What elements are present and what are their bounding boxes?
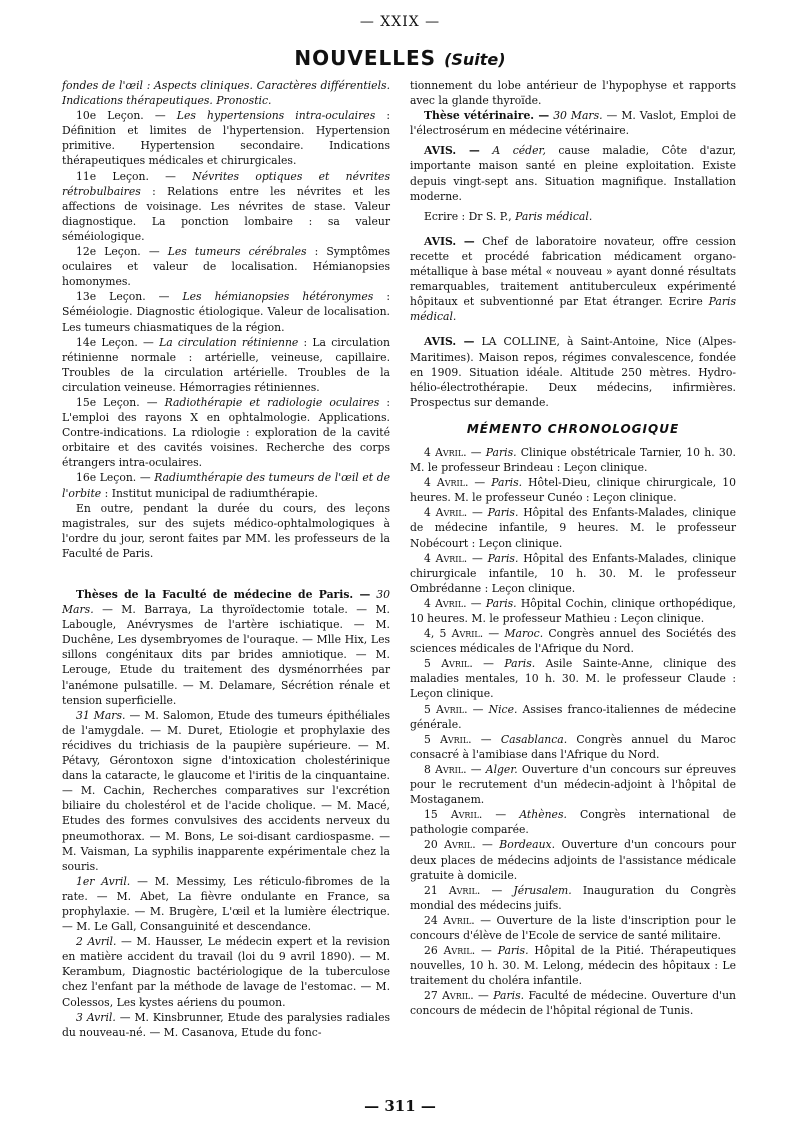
memento-date: 4 Avril. — [424, 476, 486, 490]
memento-text: Ouverture d'un concours pour deux places de médecins adjoints de l'assistance médicale gratuite à domicile. [410, 838, 737, 882]
avis-italic: A céder, [492, 144, 546, 158]
memento-entry [410, 656, 736, 701]
avis-journal: Paris médical. [410, 295, 736, 324]
memento-text: Hôpital des Enfants-Malades, clinique de médecine infantile, 9 heures. M. le professeur Nobécourt : Leçon clinique. [410, 506, 736, 550]
avis-heading: AVIS. — [424, 144, 480, 158]
memento-text: Asile Sainte-Anne, clinique des maladies mentales, 10 h. 30. M. le professeur Claude : Leçon clinique. [410, 657, 736, 701]
memento-text: Clinique obstétricale Tarnier, 10 h. 30. M. le professeur Brindeau : Leçon clinique. [410, 445, 736, 475]
theses-3-avril [62, 1010, 390, 1040]
memento-entry [410, 596, 736, 626]
lesson-title: Radiumthérapie des tumeurs de l'œil et de l'orbite [62, 471, 390, 500]
lesson-number: 12e Leçon. — [76, 245, 160, 259]
memento-entry [410, 988, 736, 1018]
avis-1 [410, 143, 736, 203]
memento-date: 5 Avril. — [424, 732, 492, 746]
memento-place: Nice. [488, 702, 518, 716]
memento-date: 4 Avril. — [424, 551, 483, 565]
title-suite: (Suite) [444, 50, 506, 69]
lesson-text: : Symptômes oculaires et valeur de localisation. Hémianopsies homonymes. [62, 245, 390, 289]
avis-text: cause maladie, Côte d'azur, importante maison santé en pleine exploitation. Existe depuis vingt-sept ans. Situation magnifique. Installation moderne. [410, 144, 737, 203]
lesson-text: : L'emploi des rayons X en ophtalmologie. Applications. Contre-indications. La rdiologie : exploration de la cavité orbitaire et des cavités voisines. Recherche des corps étrangers intra-oculaires. [62, 395, 390, 470]
text: — M. Salomon, Etude des tumeurs épithéliales de l'amygdale. — M. Duret, Etiologie et prophylaxie des récidives du trichiasis de la paupière supérieure. — M. Pétavy, Gérontoxon signe d'intoxication cholestérinique dans la cataracte, le glaucome et l'iritis de la cinquantaine. — M. Cachin, Recherches comparatives sur l'excrétion biliaire du cholestérol et de l'acide cholique. — M. Macé, Etudes des formes convulsives des accidents nerveux du pneumothorax. — M. Bons, Le soi-disant cardiospasme. — M. Vaisman, La syphilis inapparente expérimentale chez la souris. [62, 708, 391, 873]
lesson-text: : Institut municipal de radiumthérapie. [101, 486, 318, 500]
memento-text: Ouverture d'un concours sur épreuves pour le recrutement d'un médecin-adjoint à l'hôpital de Mostaganem. [410, 762, 736, 807]
these-veterinaire [410, 108, 736, 138]
lesson-text: : Définition et limites de l'hypertension. Hypertension primitive. Hypertension secondaire. Indications thérapeutiques médicales et chirurgicales. [62, 109, 390, 168]
memento-place: Maroc. [504, 627, 544, 641]
right-column [410, 78, 736, 1019]
memento-place: Athènes. [519, 808, 567, 822]
memento-date: 27 Avril. — [424, 989, 489, 1003]
memento-place: Paris. [491, 476, 523, 490]
memento-place: Paris. [497, 944, 529, 958]
memento-date: 4 Avril. — [424, 596, 482, 610]
memento-place: Paris. [485, 445, 517, 459]
memento-date: 15 Avril. — [424, 808, 507, 822]
memento-entry [410, 943, 736, 988]
memento-text: Congrès annuel des Sociétés des sciences médicales de l'Afrique du Nord. [410, 627, 736, 656]
contact-text: Ecrire : Dr S. P., [424, 209, 516, 223]
memento-text: Assises franco-italiennes de médecine générale. [410, 702, 736, 731]
heading: Thèse vétérinaire. — [424, 109, 550, 123]
theses-text: — M. Barraya, La thyroïdectomie totale. — M. Labougle, Anévrysmes de l'artère ischiatique. — M. Duchêne, Les dysembryomes de l'ouraque. — Mlle Hix, Les sillons congénitaux dits par brides amniotique. — M. Lerouge, Etude du traitement des dysménorrhées par l'anémone pulsatille. — M. Delamare, Sécrétion rénale et tension superficielle. [62, 603, 390, 707]
date: 1er Avril. [76, 874, 131, 888]
memento-text: Ouverture de la liste d'inscription pour le concours d'élève de l'Ecole de service de santé militaire. [410, 913, 737, 942]
memento-date: 5 Avril. — [424, 702, 484, 716]
lesson-11 [62, 169, 390, 244]
memento-date: 20 Avril. — [424, 838, 493, 852]
lesson-title: La circulation rétinienne [159, 335, 299, 349]
memento-place: Paris. [493, 989, 525, 1003]
lesson-13 [62, 289, 390, 334]
lesson-number: 16e Leçon. — [76, 471, 151, 485]
theses-heading: Thèses de la Faculté de médecine de Paris. — [76, 588, 371, 601]
lesson-number: 11e Leçon. — [76, 169, 176, 183]
memento-entry [410, 807, 736, 837]
lesson-title: Névrites optiques et névrites rétrobulbaires [62, 169, 390, 198]
lesson-text: : La circulation rétinienne normale : artérielle, veineuse, capillaire. Troubles de la circulation artérielle. Troubles de la circulation veineuse. Hémorragies rétiniennes. [62, 335, 390, 394]
memento-place: Paris. [504, 657, 536, 671]
lesson-text: : Séméiologie. Diagnostic étiologique. Valeur de localisation. Les tumeurs chiasmatiques de la région. [62, 290, 390, 334]
memento-entry [410, 883, 736, 913]
memento-date: 21 Avril. — [424, 883, 503, 897]
lesson-text: : Relations entre les névrites et les affections de voisinage. Les névrites de stase. Valeur diagnostique. La ponction lombaire : sa valeur séméiologique. [62, 184, 390, 243]
memento-date: 26 Avril. — [424, 944, 492, 958]
lesson-16 [62, 470, 390, 500]
memento-date: 8 Avril. — [424, 762, 482, 776]
roman-page-number: — XXIX — [359, 14, 441, 30]
avis-3 [410, 334, 736, 409]
theses-section [62, 587, 390, 708]
lesson-number: 10e Leçon. — [76, 109, 166, 123]
continuation: tionnement du lobe antérieur de l'hypophyse et rapports avec la glande thyroïde. [410, 79, 736, 108]
memento-entry [410, 702, 736, 732]
memento-entry [410, 837, 736, 882]
theses-date: 30 Mars. [62, 588, 390, 617]
memento-place: Casablanca. [500, 732, 568, 746]
memento-text: Faculté de médecine. Ouverture d'un concours de médecin de l'hôpital régional de Tunis. [410, 989, 736, 1018]
lesson-15 [62, 395, 390, 470]
memento-date: 4 Avril. — [424, 445, 482, 459]
text: — M. Kinsbrunner, Etude des paralysies radiales du nouveau-né. — M. Casanova, Etude du fonc- [62, 1010, 390, 1039]
avis-1-contact [410, 209, 736, 224]
folio-number: — 311 — [364, 1097, 436, 1115]
memento-entry [410, 913, 736, 943]
memento-text: Inauguration du Congrès mondial des médecins juifs. [410, 883, 736, 912]
memento-date: 4, 5 Avril. — [424, 627, 500, 641]
memento-place: Paris. [487, 506, 519, 520]
lesson-title: Les tumeurs cérébrales [167, 245, 307, 259]
memento-text: Hôpital des Enfants-Malades, clinique chirurgicale infantile, 10 h. 30. M. le professeur Ombrédanne : Leçon clinique. [410, 551, 736, 595]
memento-date: 4 Avril. — [424, 506, 483, 520]
left-column [62, 78, 390, 1040]
memento-date: 24 Avril. — [424, 913, 491, 927]
text: — M. Hausser, Le médecin expert et la revision en matière accident du travail (loi du 9 avril 1890). — M. Kerambum, Diagnostic bactériologique de la tuberculose chez l'enfant par la méthode de lavage de l'estomac. — M. Colessos, Les kystes aériens du poumon. [62, 935, 391, 1009]
memento-entry [410, 475, 736, 505]
outro-paragraph: En outre, pendant la durée du cours, des leçons magistrales, sur des sujets médico-ophtalmologiques à l'ordre du jour, seront faites par MM. les professeurs de la Faculté de Paris. [62, 501, 390, 560]
lesson-title: Les hypertensions intra-oculaires [176, 109, 376, 123]
contact-journal: Paris médical. [515, 209, 593, 223]
paragraph-aspects [62, 78, 390, 108]
memento-list [410, 445, 736, 1019]
theses-31-mars [62, 708, 390, 874]
page-title [0, 46, 800, 70]
avis-text: Chef de laboratoire novateur, offre cession recette et procédé fabrication médicament organo-métallique à base métal « nouveau » ayant donné résultats remarquables, traitement antituberculeux expérimenté hôpitaux et subventionné par Etat étranger. Ecrire [410, 234, 736, 309]
lesson-title: Les hémianopsies hétéronymes [182, 290, 374, 304]
memento-text: Hôpital de la Pitié. Thérapeutiques nouvelles, 10 h. 30. M. Lelong, médecin des hôpitaux : Le traitement du choléra infantile. [410, 944, 736, 988]
text: — M. Messimy, Les réticulo-fibromes de la rate. — M. Abet, La fièvre ondulante en France, sa prophylaxie. — M. Brugère, L'œil et la lumière électrique. — M. Le Gall, Consanguinité et descendance. [62, 874, 390, 934]
lesson-10 [62, 108, 390, 168]
memento-entry [410, 762, 736, 807]
date: 31 Mars. [76, 708, 126, 722]
avis-heading: AVIS. — [424, 234, 475, 248]
text: — M. Vaslot, Emploi de l'électrosérum en médecine vétérinaire. [410, 109, 737, 138]
memento-place: Paris. [487, 551, 519, 565]
memento-text: Hôpital Cochin, clinique orthopédique, 10 heures. M. le professeur Mathieu : Leçon clinique. [410, 596, 736, 625]
avis-text: LA COLLINE, à Saint-Antoine, Nice (Alpes-Maritimes). Maison repos, régimes convalescence, fondée en 1909. Situation idéale. Altitude 250 mètres. Hydro-hélio-électrothérapie. Deux médecins, infirmières. Prospectus sur demande. [410, 335, 737, 409]
memento-place: Bordeaux. [499, 838, 556, 852]
lesson-title: Radiothérapie et radiologie oculaires [164, 395, 380, 409]
theses-1-avril [62, 874, 390, 934]
lesson-number: 13e Leçon. — [76, 290, 170, 304]
memento-entry [410, 626, 736, 656]
lesson-number: 14e Leçon. — [76, 335, 154, 349]
memento-text: Congrès annuel du Maroc consacré à l'amibiase dans l'Afrique du Nord. [410, 732, 736, 761]
text: fondes de l'œil : Aspects cliniques. Caractères différentiels. Indications thérapeutiques. Pronostic. [62, 79, 390, 108]
avis-2 [410, 234, 736, 325]
memento-place: Alger. [485, 762, 518, 776]
memento-entry [410, 445, 736, 475]
memento-entry [410, 551, 736, 596]
memento-place: Jérusalem. [513, 883, 572, 897]
memento-place: Paris. [485, 596, 517, 610]
lesson-12 [62, 244, 390, 289]
lesson-14 [62, 335, 390, 395]
memento-entry [410, 505, 736, 550]
avis-heading: AVIS. — [424, 335, 475, 349]
theses-2-avril [62, 934, 390, 1009]
memento-entry [410, 732, 736, 762]
lesson-number: 15e Leçon. — [76, 395, 158, 409]
memento-date: 5 Avril. — [424, 657, 494, 671]
memento-text: Hôtel-Dieu, clinique chirurgicale, 10 heures. M. le professeur Cunéo : Leçon clinique. [410, 476, 736, 505]
date: 30 Mars. [553, 109, 603, 123]
date: 2 Avril. [76, 935, 117, 949]
memento-text: Congrès international de pathologie comparée. [410, 808, 737, 837]
memento-heading: MÉMENTO CHRONOLOGIQUE [466, 421, 680, 436]
date: 3 Avril. [76, 1010, 116, 1024]
title-text: NOUVELLES [294, 46, 437, 70]
